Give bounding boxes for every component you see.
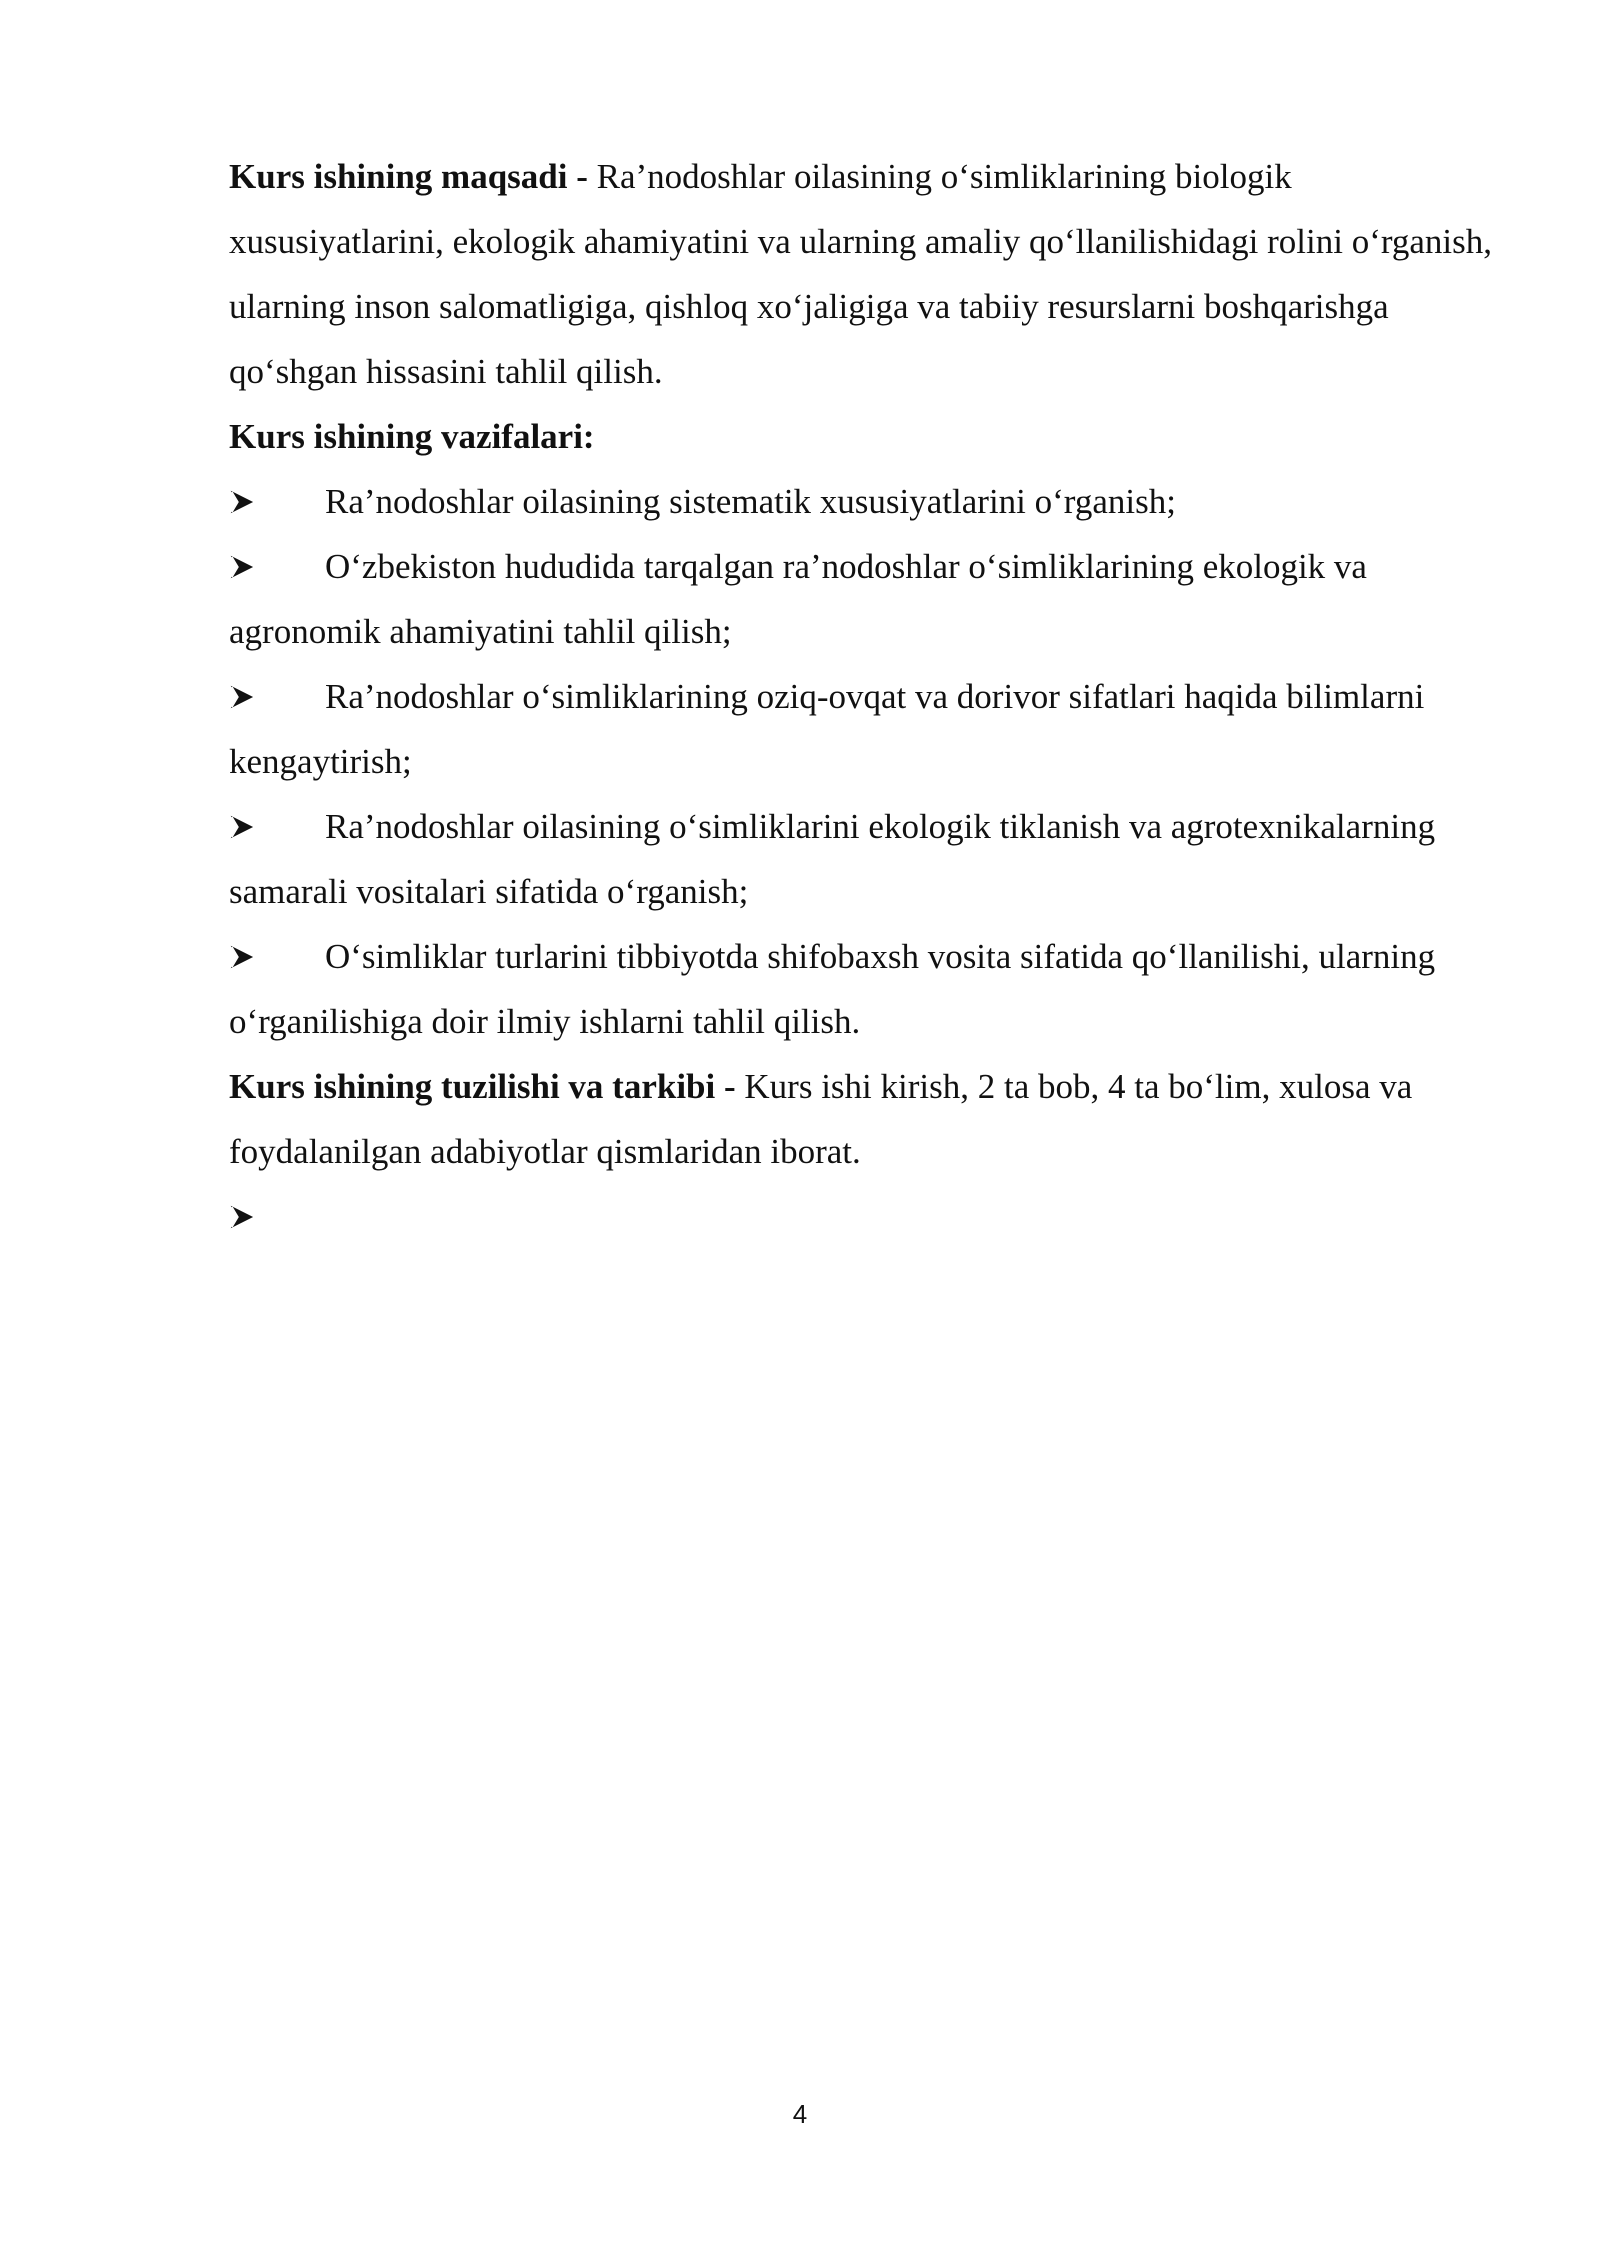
arrowhead-bullet-icon (229, 1184, 325, 1249)
task-item (229, 924, 1501, 1054)
task-text: O‘zbekiston hududida tarqalgan ra’nodoshlar o‘simliklarining ekologik va agronomik ahamiyatini tahlil qilish; (229, 547, 1367, 651)
aim-text: Ra’nodoshlar oilasining o‘simliklarining biologik xususiyatlarini, ekologik ahamiyatini va ularning amaliy qo‘llanilishidagi rolini o‘rganish, ularning inson salomatligiga, qishloq xo‘jaligiga va tabiiy resurslarni boshqarishga qo‘shgan hissasini tahlil qilish. (229, 157, 1493, 391)
arrowhead-bullet-icon (229, 924, 325, 989)
structure-heading: Kurs ishining tuzilishi va tarkibi - (229, 1067, 736, 1106)
task-item (229, 664, 1501, 794)
arrowhead-bullet-icon (229, 469, 325, 534)
task-item (229, 534, 1501, 664)
empty-bullet-item (229, 1184, 1501, 1249)
arrowhead-bullet-icon (229, 794, 325, 859)
task-text: O‘simliklar turlarini tibbiyotda shifobaxsh vosita sifatida qo‘llanilishi, ularning o‘rganilishiga doir ilmiy ishlarni tahlil qilish. (229, 937, 1436, 1041)
task-item (229, 794, 1501, 924)
task-text: Ra’nodoshlar oilasining o‘simliklarini ekologik tiklanish va agrotexnikalarning samarali vositalari sifatida o‘rganish; (229, 807, 1436, 911)
aim-heading: Kurs ishining maqsadi - (229, 157, 588, 196)
task-item (229, 469, 1501, 534)
structure-paragraph (229, 1054, 1501, 1184)
task-text: Ra’nodoshlar o‘simliklarining oziq-ovqat va dorivor sifatlari haqida bilimlarni kengaytirish; (229, 677, 1425, 781)
task-text: Ra’nodoshlar oilasining sistematik xususiyatlarini o‘rganish; (325, 482, 1176, 521)
structure-text: Kurs ishi kirish, 2 ta bob, 4 ta bo‘lim, xulosa va foydalanilgan adabiyotlar qismlaridan iborat. (229, 1067, 1413, 1171)
arrowhead-bullet-icon (229, 534, 325, 599)
aim-paragraph (229, 144, 1501, 404)
tasks-heading: Kurs ishining vazifalari: (229, 417, 595, 456)
arrowhead-bullet-icon (229, 664, 325, 729)
page-number: 4 (792, 2099, 808, 2129)
page-content (229, 144, 1501, 1249)
